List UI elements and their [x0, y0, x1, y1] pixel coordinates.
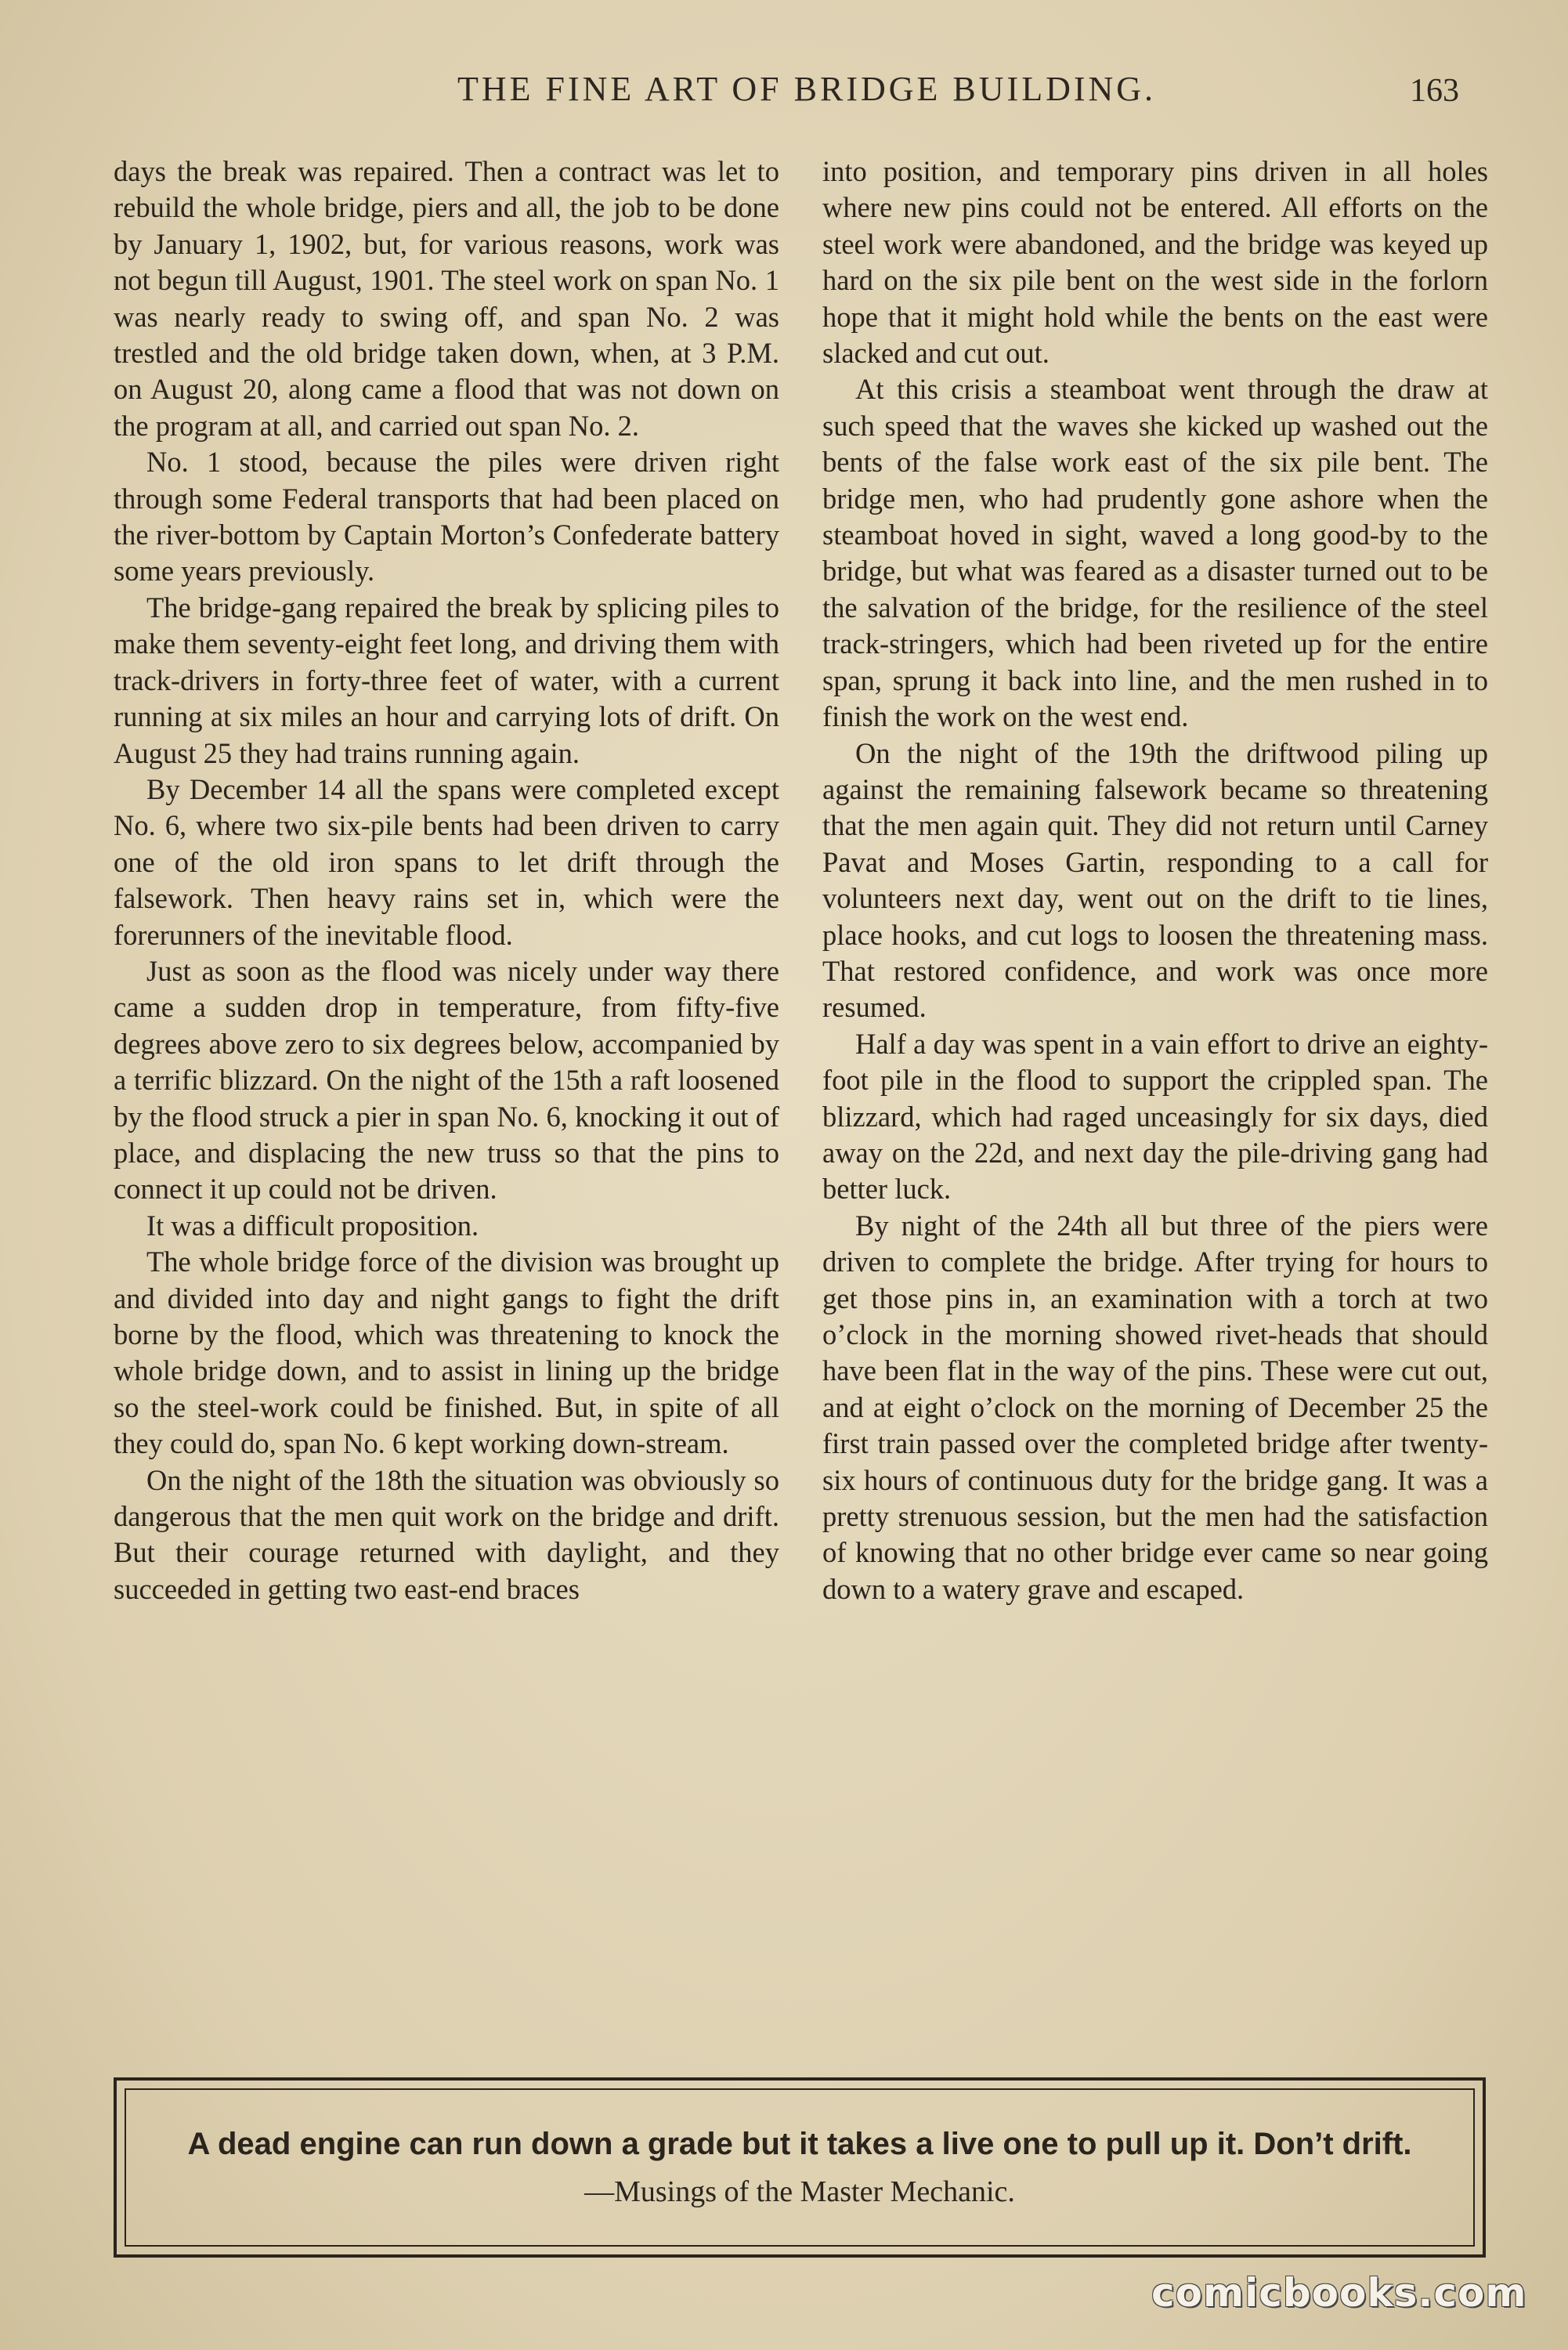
paragraph: On the night of the 18th the situation was obviously so dangerous that the men quit work on the bridge and drift. But their courage returned with daylight, and they succeeded in getting two east-end braces [114, 1463, 779, 1605]
quote-box-inner [125, 2088, 1475, 2247]
watermark: comicbooks.com [1151, 2270, 1527, 2316]
paragraph: On the night of the 19th the driftwood piling up against the remaining falsework became so threatening that the men again quit. They did not return until Carney Pavat and Moses Gartin, responding to a call for volunteers next day, went out on the drift to tie lines, place hooks, and cut logs to loosen the threatening mass. That restored confidence, and work was once more resumed. [822, 736, 1488, 1024]
quote-source: —Musings of the Master Mechanic. [584, 2175, 1015, 2208]
paragraph: days the break was repaired. Then a contract was let to rebuild the whole bridge, piers and all, the job to be done by January 1, 1902, but, for various reasons, work was not begun till August, 1901. The steel work on span No. 1 was nearly ready to swing off, and span No. 2 was trestled and the old bridge taken down, when, at 3 P.M. on August 20, along came a flood that was not down on the program at all, and carried out span No. 2. [114, 155, 779, 442]
left-column [114, 154, 779, 1607]
paragraph: By night of the 24th all but three of the piers were driven to complete the bridge. After trying for hours to get those pins in, an examination with a torch at two o’clock in the morning showed rivet-heads that should have been flat in the way of the pins. These were cut out, and at eight o’clock on the morning of December 25 the first train passed over the completed bridge after twenty-six hours of continuous duty for the bridge gang. It was a pretty strenuous session, but the men had the satisfaction of knowing that no other bridge ever came so near going down to a watery grave and escaped. [822, 1209, 1488, 1605]
paragraph: At this crisis a steamboat went through the draw at such speed that the waves she kicked up washed out the bents of the false work east of the six pile bent. The bridge men, who had prudently gone ashore when the steamboat hoved in sight, waved a long good-by to the bridge, but what was feared as a disaster turned out to be the salvation of the bridge, for the resilience of the steel track-stringers, which had been riveted up for the entire span, sprung it back into line, and the men rushed in to finish the work on the west end. [822, 373, 1488, 733]
paragraph: into position, and temporary pins driven in all holes where new pins could not be entered. All efforts on the steel work were abandoned, and the bridge was keyed up hard on the six pile bent on the west side in the forlorn hope that it might hold while the bents on the east were slacked and cut out. [822, 155, 1488, 370]
paragraph: The whole bridge force of the division was brought up and divided into day and night gangs to fight the drift borne by the flood, which was threatening to knock the whole bridge down, and to assist in lining up the bridge so the steel-work could be finished. But, in spite of all they could do, span No. 6 kept working down-stream. [114, 1246, 779, 1460]
paragraph: By December 14 all the spans were completed except No. 6, where two six-pile bents had been driven to carry one of the old iron spans to let drift through the falsework. Then heavy rains set in, which were the forerunners of the inevitable flood. [114, 772, 779, 951]
paragraph: Just as soon as the flood was nicely under way there came a sudden drop in temperature, from fifty-five degrees above zero to six degrees below, accompanied by a terrific blizzard. On the night of the 15th a raft loosened by the flood struck a pier in span No. 6, knocking it out of place, and displacing the new truss so that the pins to connect it up could not be driven. [114, 954, 779, 1206]
paragraph: Half a day was spent in a vain effort to drive an eighty-foot pile in the flood to support the crippled span. The blizzard, which had raged unceasingly for six days, died away on the 22d, and next day the pile-driving gang had better luck. [822, 1027, 1488, 1206]
quote: A dead engine can run down a grade but it takes a live one to pull up it. Don’t drift. [187, 2126, 1412, 2161]
right-column [822, 154, 1488, 1607]
quote-box [114, 2077, 1486, 2258]
running-title: THE FINE ART OF BRIDGE BUILDING. [457, 70, 1157, 108]
page-number: 163 [1410, 73, 1459, 109]
quote-text [173, 2120, 1426, 2215]
paragraph: It was a difficult proposition. [146, 1209, 479, 1242]
paragraph: No. 1 stood, because the piles were driven right through some Federal transports that had been placed on the river-bottom by Captain Morton’s Confederate battery some years previously. [114, 446, 779, 588]
paragraph: The bridge-gang repaired the break by splicing piles to make them seventy-eight feet long, and driving them with track-drivers in forty-three feet of water, with a current running at six miles an hour and carrying lots of drift. On August 25 they had trains running again. [114, 591, 779, 769]
